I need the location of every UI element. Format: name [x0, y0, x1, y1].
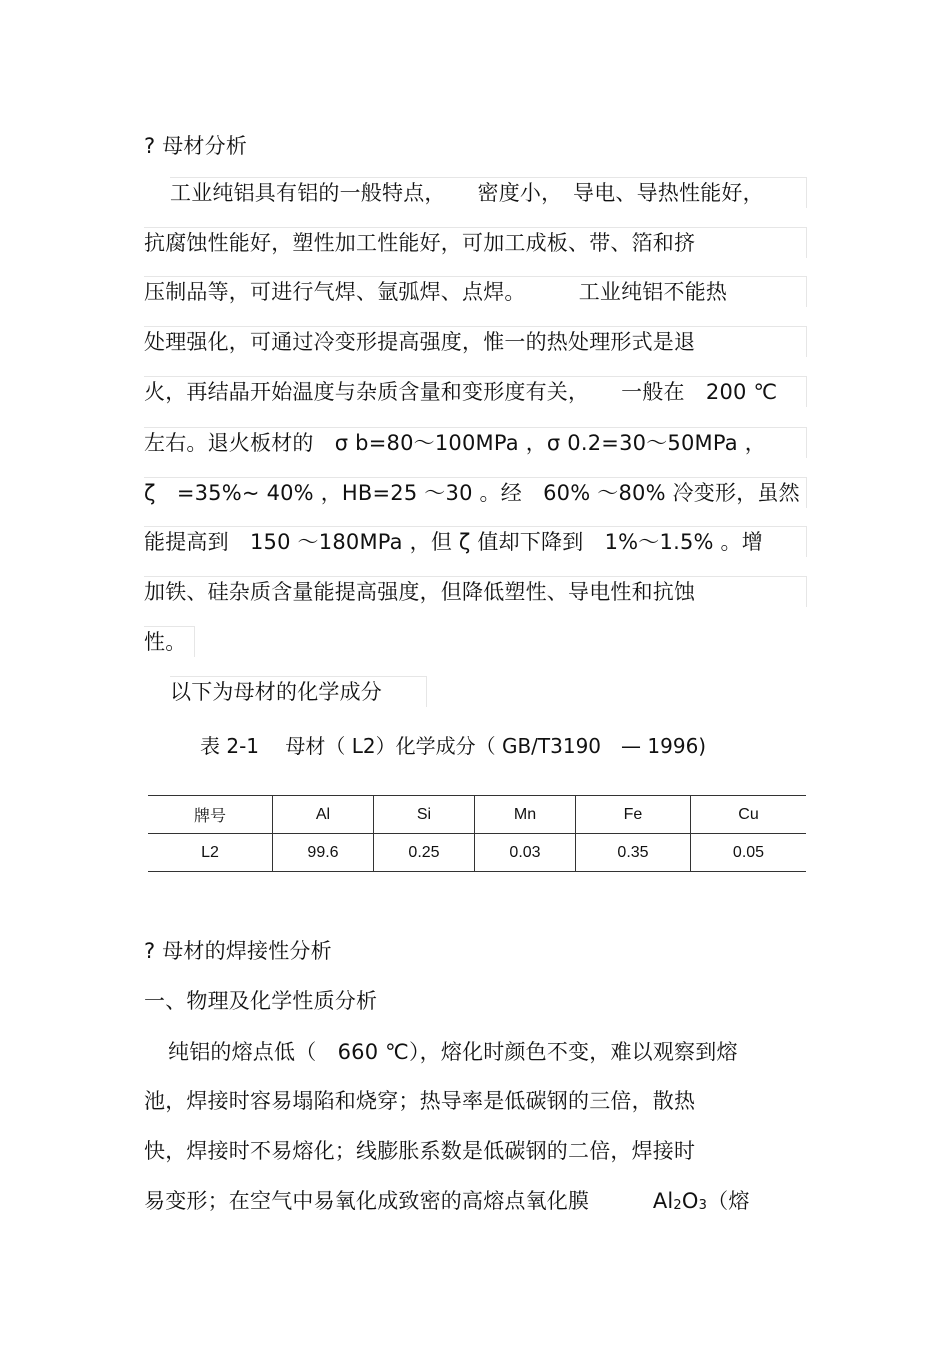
paragraph-line-3: 压制品等，可进行气焊、氩弧焊、点焊。 工业纯铝不能热 — [144, 276, 807, 307]
paragraph2-line-3: 快，焊接时不易熔化；线膨胀系数是低碳钢的二倍，焊接时 — [144, 1139, 696, 1163]
paragraph2-line-4 — [144, 1186, 750, 1221]
paragraph-line-10: 性。 — [144, 626, 195, 657]
table-cell: 0.35 — [576, 834, 691, 872]
paragraph-line-7: ζ =35%~ 40% ，HB=25 ～30 。经 60% ～80% 冷变形，虽然 — [144, 477, 807, 508]
table-cell: L2 — [148, 834, 273, 872]
paragraph-line-6: 左右。退火板材的 σ b=80～100MPa ，σ 0.2=30～50MPa ， — [144, 427, 807, 458]
paragraph2-line-4-prefix: 易变形；在空气中易氧化成致密的高熔点氧化膜 — [144, 1189, 653, 1213]
paragraph-line-4: 处理强化，可通过冷变形提高强度，惟一的热处理形式是退 — [144, 326, 807, 357]
paragraph2-line-1: 纯铝的熔点低（ 660 ℃），熔化时颜色不变，难以观察到熔 — [168, 1040, 738, 1064]
table-header-cell: Mn — [475, 796, 576, 834]
table-header-cell: Cu — [691, 796, 807, 834]
section-heading-base-material: ? 母材分析 — [144, 134, 248, 158]
formula-subscript-2: 2 — [673, 1198, 682, 1213]
formula-o: O — [681, 1189, 699, 1213]
paragraph-line-1: 工业纯铝具有铝的一般特点， 密度小， 导电、导热性能好， — [170, 177, 807, 208]
table-cell: 0.25 — [374, 834, 475, 872]
chemical-composition-table — [148, 795, 806, 872]
subsection-heading-properties: 一、物理及化学性质分析 — [144, 989, 378, 1013]
paragraph2-line-4-suffix: （熔 — [707, 1189, 750, 1213]
table-cell: 99.6 — [273, 834, 374, 872]
table-cell: 0.03 — [475, 834, 576, 872]
paragraph2-line-2: 池，焊接时容易塌陷和烧穿；热导率是低碳钢的三倍，散热 — [144, 1089, 696, 1113]
table-caption: 表 2-1 母材（ L2）化学成分（ GB/T3190 — 1996) — [200, 734, 707, 758]
table-header-cell: Al — [273, 796, 374, 834]
table-row — [148, 834, 806, 872]
paragraph-line-8: 能提高到 150 ～180MPa ，但 ζ 值却下降到 1%～1.5% 。增 — [144, 526, 807, 557]
formula-subscript-3: 3 — [698, 1198, 708, 1213]
table-cell: 0.05 — [691, 834, 807, 872]
table-header-cell: Si — [374, 796, 475, 834]
section-heading-weldability: ? 母材的焊接性分析 — [144, 939, 332, 963]
table-header-cell: Fe — [576, 796, 691, 834]
formula-al: Al — [652, 1189, 674, 1213]
table-header-row — [148, 796, 806, 834]
paragraph-line-5: 火，再结晶开始温度与杂质含量和变形度有关， 一般在 200 ℃ — [144, 376, 807, 407]
table-intro-text: 以下为母材的化学成分 — [170, 676, 427, 707]
paragraph-line-2: 抗腐蚀性能好，塑性加工性能好，可加工成板、带、箔和挤 — [144, 227, 807, 258]
paragraph-line-9: 加铁、硅杂质含量能提高强度，但降低塑性、导电性和抗蚀 — [144, 576, 807, 607]
table-header-cell: 牌号 — [148, 796, 273, 834]
